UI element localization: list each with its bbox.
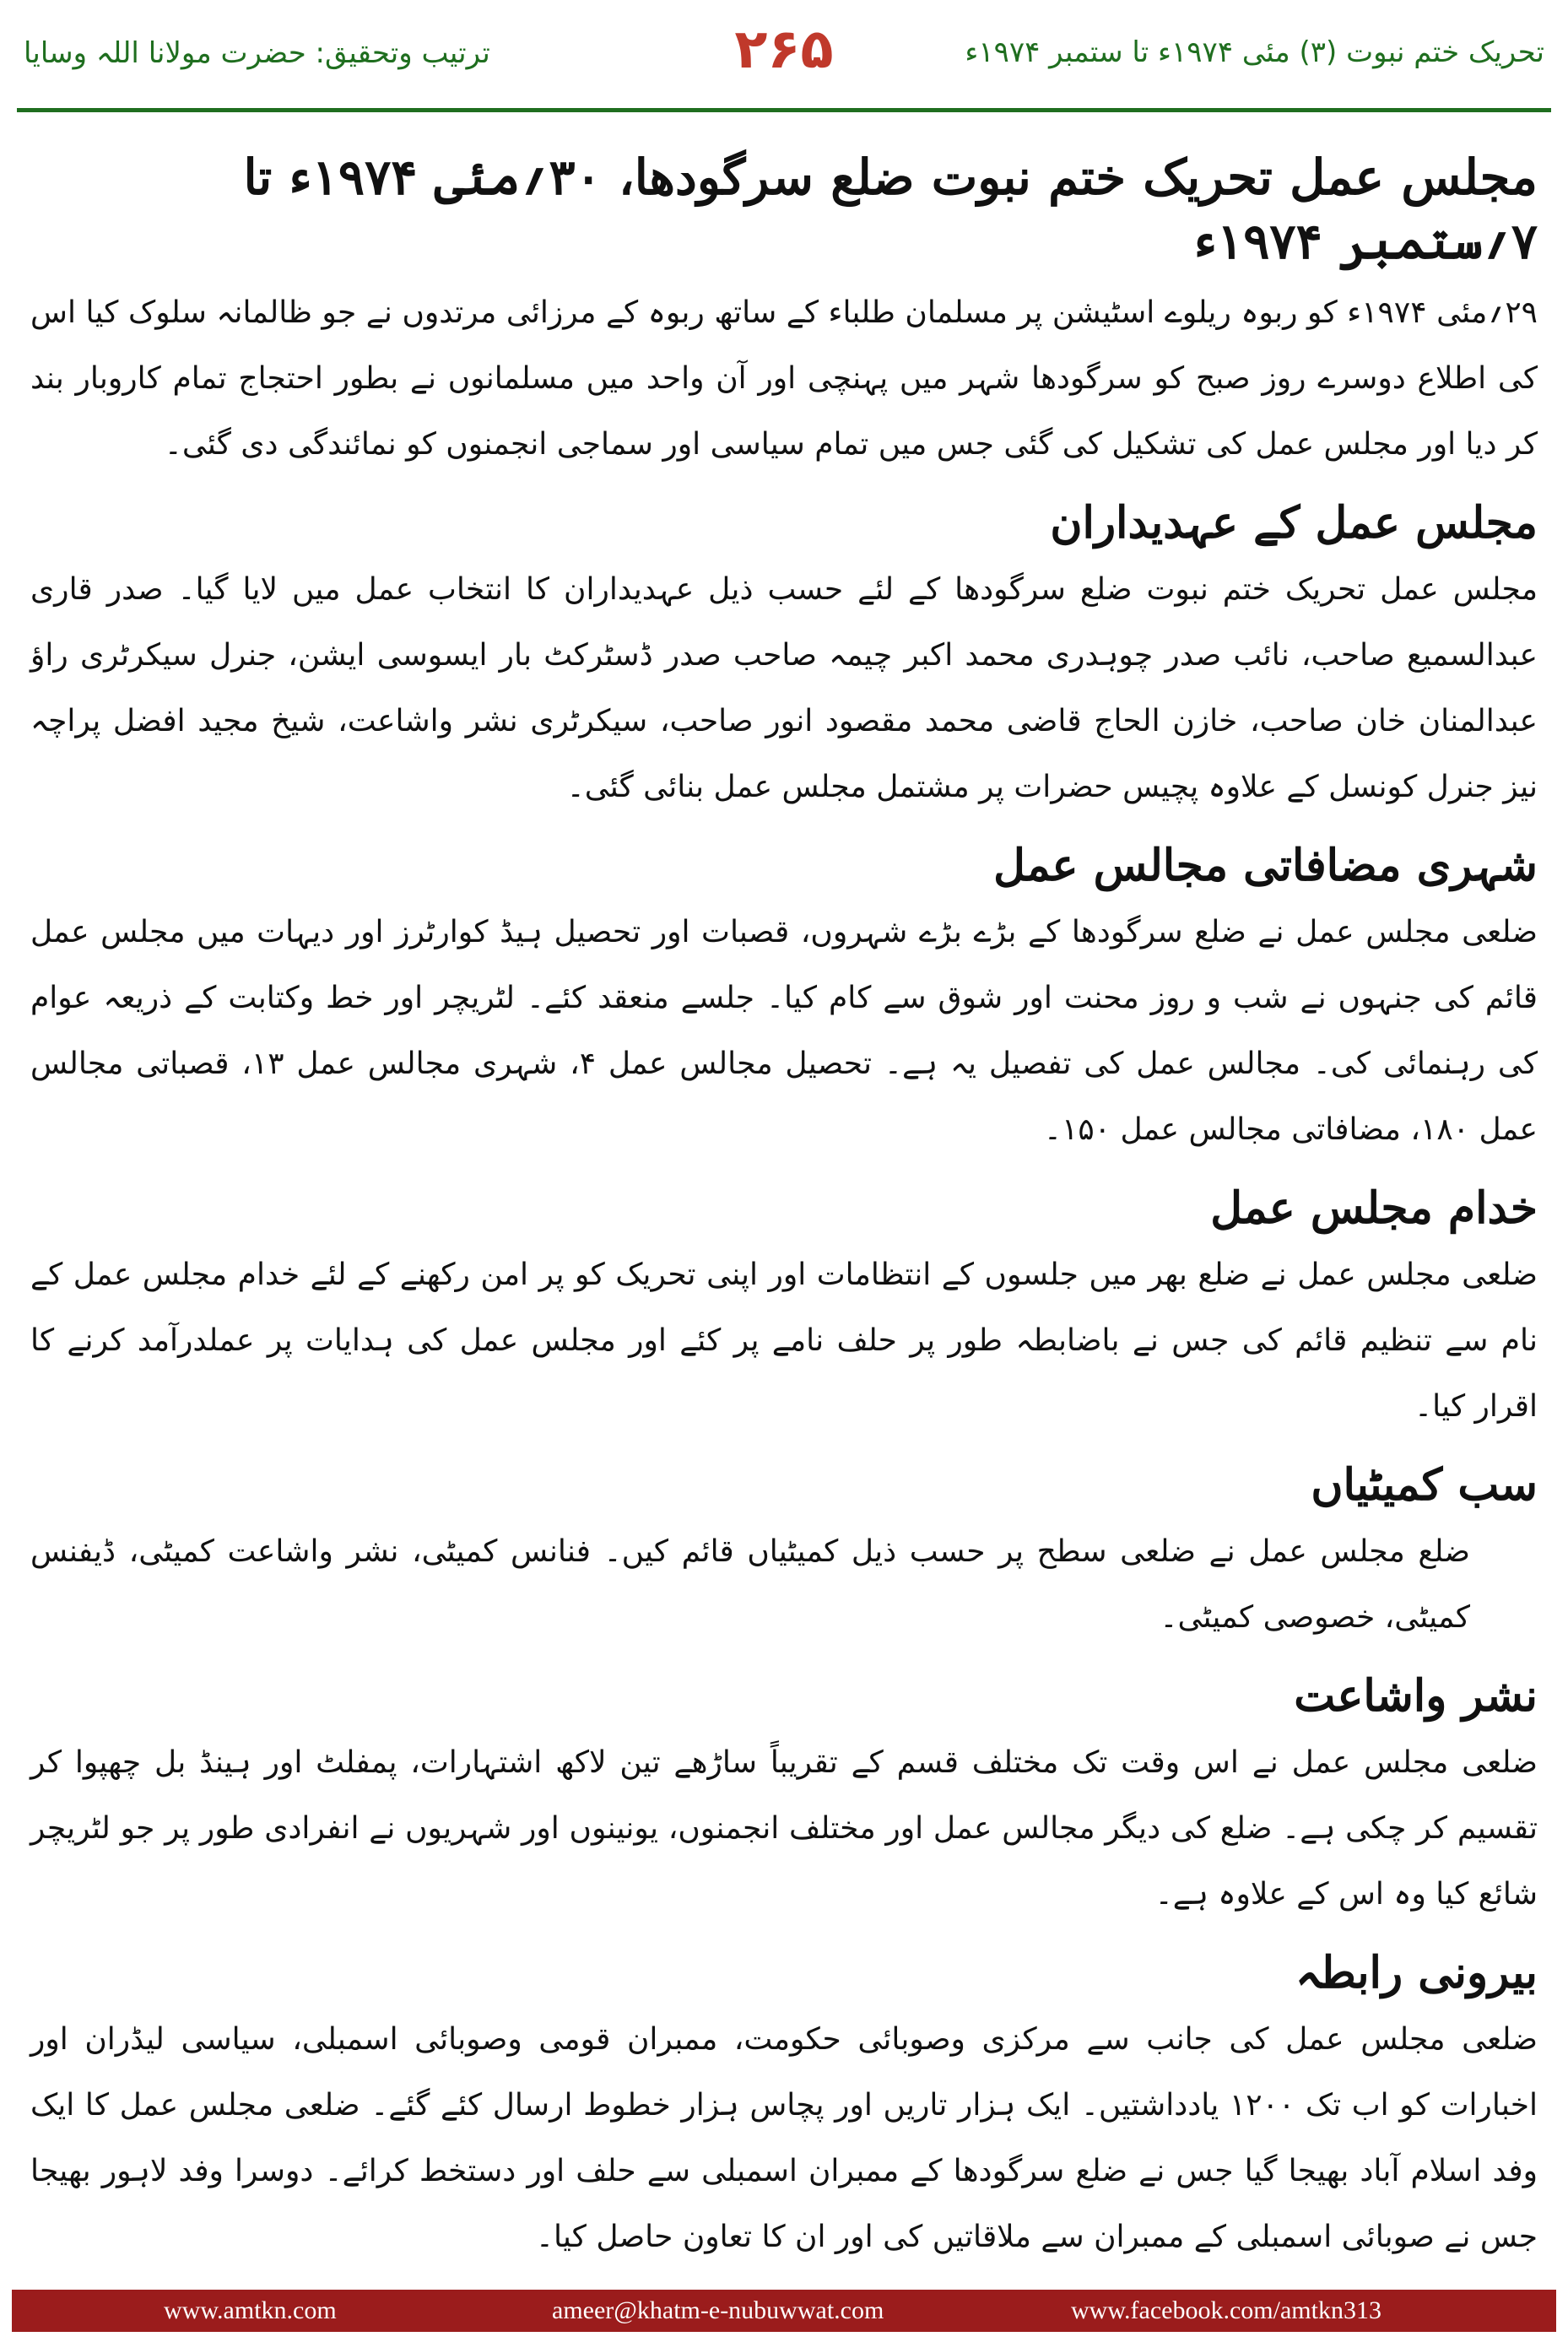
header-divider xyxy=(17,108,1551,112)
section-heading-officials: مجلس عمل کے عہدیداران xyxy=(1050,497,1538,549)
footer-email-link[interactable]: ameer@khatm-e-nubuwwat.com xyxy=(552,2296,884,2324)
intro-paragraph: ۲۹؍مئی ۱۹۷۴ء کو ربوہ ریلوے اسٹیشن پر مسلمان طلباء کے ساتھ ربوہ کے مرزائی مرتدوں نے جو ظالمانہ سلوک کیا اس کی اطلاع دوسرے روز صبح کو سرگودھا شہر میں پہنچی اور آن واحد میں مسلمانوں نے بطور احتجاج تمام کاروبار بند کر دیا اور مجلس عمل کی تشکیل کی گئی جس میں تمام سیاسی اور سماجی انجمنوں کو نمائندگی دی گئی۔ xyxy=(30,295,1538,462)
section-text-volunteers: ضلعی مجلس عمل نے ضلع بھر میں جلسوں کے انتظامات اور اپنی تحریک کو پر امن رکھنے کے لئے خدام مجلس عمل کے نام سے تنظیم قائم کی جس نے باضابطہ طور پر حلف نامے پر کئے اور مجلس عمل کی ہدایات پر عملدرآمد کرنے کا اقرار کیا۔ xyxy=(30,1258,1538,1424)
section-text-publications: ضلعی مجلس عمل نے اس وقت تک مختلف قسم کے تقریباً ساڑھے تین لاکھ اشتہارات، پمفلٹ اور ہینڈ بل چھپوا کر تقسیم کر چکی ہے۔ ضلع کی دیگر مجالس عمل اور مختلف انجمنوں، یونینوں اور شہریوں نے انفرادی طور پر جو لٹریچر شائع کیا وہ اس کے علاوہ ہے۔ xyxy=(30,1745,1538,1912)
section-text-subcommittees: ضلع مجلس عمل نے ضلعی سطح پر حسب ذیل کمیٹیاں قائم کیں۔ فنانس کمیٹی، نشر واشاعت کمیٹی، ڈیفنس کمیٹی، خصوصی کمیٹی۔ xyxy=(30,1534,1470,1635)
page-header xyxy=(0,0,1568,127)
header-book-title: تحریک ختم نبوت (۳) مئی ۱۹۷۴ء تا ستمبر ۱۹۷۴ء xyxy=(965,35,1544,69)
section-heading-external-contact: بیرونی رابطہ xyxy=(1295,1947,1538,1999)
section-text-city-councils: ضلعی مجلس عمل نے ضلع سرگودھا کے بڑے بڑے شہروں، قصبات اور تحصیل ہیڈ کوارٹرز اور دیہات میں مجلس عمل قائم کی جنہوں نے شب و روز محنت اور شوق سے کام کیا۔ جلسے منعقد کئے۔ لٹریچر اور خط وکتابت کے ذریعہ عوام کی رہنمائی کی۔ مجالس عمل کی تفصیل یہ ہے۔ تحصیل مجالس عمل ۴، شہری مجالس عمل ۱۳، قصباتی مجالس عمل ۱۸۰، مضافاتی مجالس عمل ۱۵۰۔ xyxy=(30,915,1538,1147)
section-text-external-contact: ضلعی مجلس عمل کی جانب سے مرکزی وصوبائی حکومت، ممبران قومی وصوبائی اسمبلی، سیاسی لیڈران اور اخبارات کو اب تک ۱۲۰۰ یادداشتیں۔ ایک ہزار تاریں اور پچاس ہزار خطوط ارسال کئے گئے۔ ضلعی مجلس عمل کا ایک وفد اسلام آباد بھیجا گیا جس نے ضلع سرگودھا کے ممبران اسمبلی سے حلف اور دستخط کرائے۔ دوسرا وفد لاہور بھیجا جس نے صوبائی اسمبلی کے ممبران سے ملاقاتیں کی اور ان کا تعاون حاصل کیا۔ xyxy=(30,2022,1538,2254)
header-compiler: ترتیب وتحقیق: حضرت مولانا اللہ وسایا xyxy=(24,36,490,70)
section-heading-subcommittees: سب کمیٹیاں xyxy=(1311,1459,1538,1511)
footer-website-link[interactable]: www.amtkn.com xyxy=(164,2296,337,2324)
page-footer xyxy=(12,2290,1556,2332)
section-heading-city-councils: شہری مضافاتی مجالس عمل xyxy=(993,840,1538,891)
page-title: مجلس عمل تحریک ختم نبوت ضلع سرگودھا، ۳۰؍مئی ۱۹۷۴ء تا ۷؍ستمبر ۱۹۷۴ء xyxy=(243,149,1538,270)
footer-facebook-link[interactable]: www.facebook.com/amtkn313 xyxy=(1071,2296,1381,2324)
page-content xyxy=(30,127,1538,2279)
section-text-officials: مجلس عمل تحریک ختم نبوت ضلع سرگودھا کے لئے حسب ذیل عہدیداران کا انتخاب عمل میں لایا گیا۔ صدر قاری عبدالسمیع صاحب، نائب صدر چوہدری محمد اکبر چیمہ صاحب صدر ڈسٹرکٹ بار ایسوسی ایشن، جنرل سیکرٹری راؤ عبدالمنان خان صاحب، خازن الحاج قاضی محمد مقصود انور صاحب، سیکرٹری نشر واشاعت، شیخ مجید افضل پراچہ نیز جنرل کونسل کے علاوہ پچیس حضرات پر مشتمل مجلس عمل بنائی گئی۔ xyxy=(30,572,1538,804)
section-heading-volunteers: خدام مجلس عمل xyxy=(1210,1182,1538,1234)
section-heading-publications: نشر واشاعت xyxy=(1294,1670,1538,1722)
page-number: ۲۶۵ xyxy=(734,19,834,81)
